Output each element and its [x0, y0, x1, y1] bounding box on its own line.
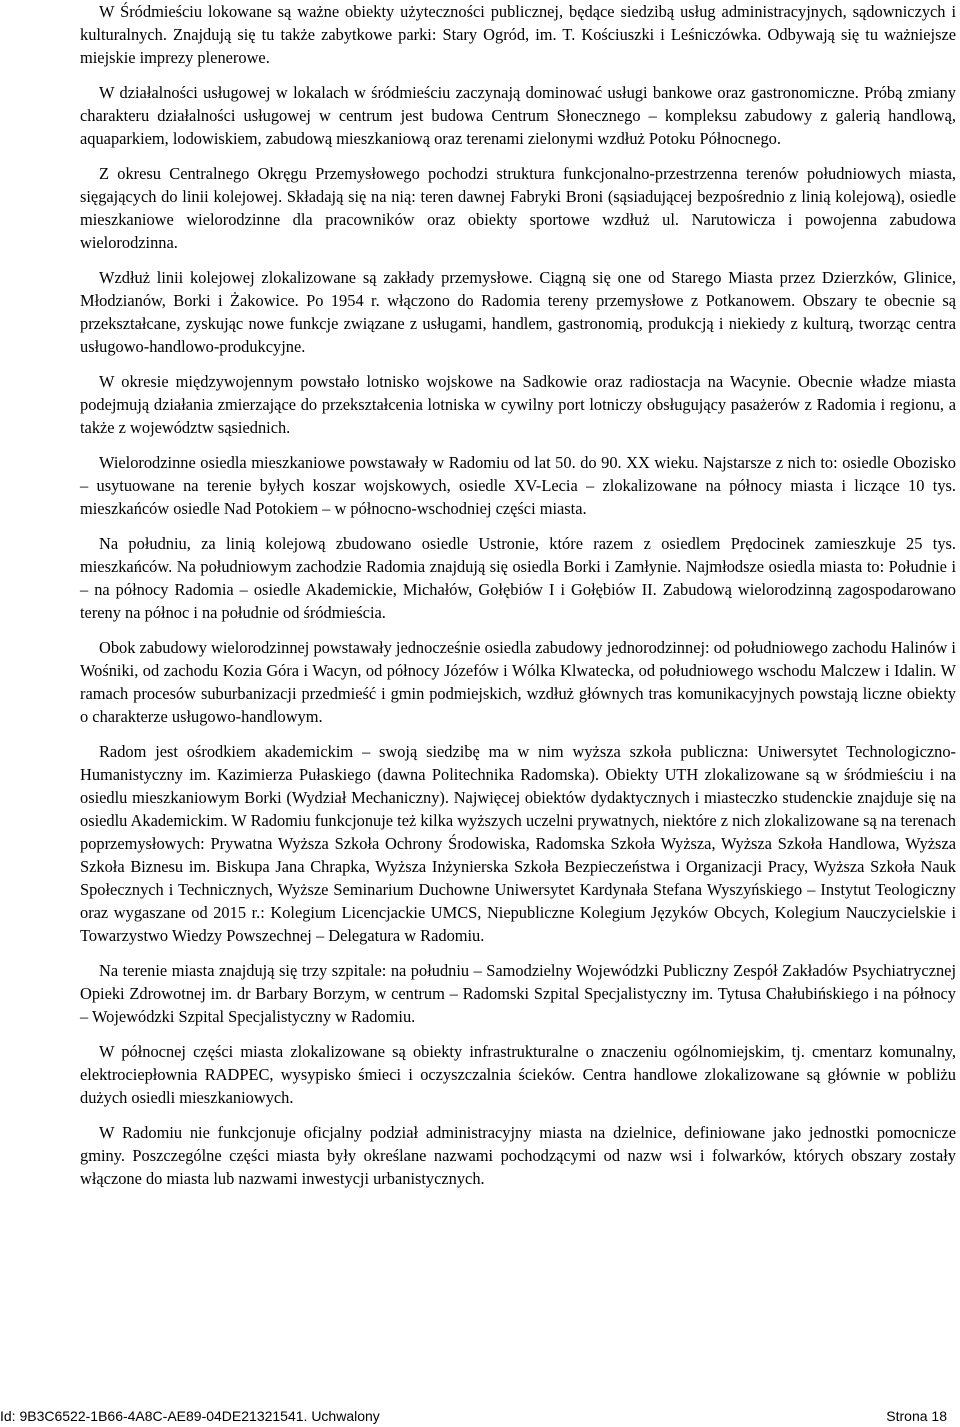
paragraph-cop: Z okresu Centralnego Okręgu Przemysłowego pochodzi struktura funkcjonalno-przestrzenna terenów południowych miasta, sięgających do linii kolejowej. Składają się na nią: teren dawnej Fabryki Broni (sąsiadującej bezpośrednio z linią kolejową), osiedle mieszkaniowe wielorodzinne dla pracowników oraz obiekty sportowe wzdłuż ul. Narutowicza i powojenna zabudowa wielorodzinna.: [80, 164, 956, 252]
paragraph-osiedla-jednorodzinne: Obok zabudowy wielorodzinnej powstawały jednocześnie osiedla zabudowy jednorodzinnej: od południowego zachodu Halinów i Wośniki, od zachodu Kozia Góra i Wacyn, od północy Józefów i Wólka Klwatecka, od południowego wschodu Malczew i Idalin. W ramach procesów suburbanizacji przedmieść i gmin podmiejskich, wzdłuż głównych tras komunikacyjnych powstają liczne obiekty o charakterze usługowo-handlowym.: [80, 638, 956, 726]
document-id: Id: 9B3C6522-1B66-4A8C-AE89-04DE21321541. Uchwalony: [0, 1408, 380, 1424]
paragraph-infrastruktura: W północnej części miasta zlokalizowane są obiekty infrastrukturalne o znaczeniu ogólnomiejskim, tj. cmentarz komunalny, elektrociepłownia RADPEC, wysypisko śmieci i oczyszczalnia ścieków. Centra handlowe zlokalizowane są głównie w pobliżu dużych osiedli mieszkaniowych.: [80, 1042, 956, 1107]
paragraph-uslugi: W działalności usługowej w lokalach w śródmieściu zaczynają dominować usługi bankowe oraz gastronomiczne. Próbą zmiany charakteru działalności usługowej w centrum jest budowa Centrum Słonecznego – kompleksu zabudowy z galerią handlową, aquaparkiem, lodowiskiem, zabudową mieszkaniową oraz terenami zielonymi wzdłuż Potoku Północnego.: [80, 83, 956, 148]
page-number: Strona 18: [886, 1408, 947, 1424]
paragraph-przemysl: Wzdłuż linii kolejowej zlokalizowane są zakłady przemysłowe. Ciągną się one od Starego Miasta przez Dzierzków, Glinice, Młodzianów, Borki i Żakowice. Po 1954 r. włączono do Radomia tereny przemysłowe z Potkanowem. Obszary te obecnie są przekształcane, zyskując nowe funkcje związane z usługami, handlem, gastronomią, produkcją i niekiedy z kulturą, tworząc centra usługowo-handlowo-produkcyjne.: [80, 268, 956, 356]
paragraph-osiedla-poludnie: Na południu, za linią kolejową zbudowano osiedle Ustronie, które razem z osiedlem Prędocinek zamieszkuje 25 tys. mieszkańców. Na południowym zachodzie Radomia znajdują się osiedla Borki i Zamłynie. Najmłodsze osiedla miasta to: Południe i – na północy Radomia – osiedle Akademickie, Michałów, Gołębiów I i Gołębiów II. Zabudową wielorodzinną zagospodarowano tereny na północ i na południe od śródmieścia.: [80, 534, 956, 622]
page-footer: [0, 1405, 960, 1427]
paragraph-lotnisko: W okresie międzywojennym powstało lotnisko wojskowe na Sadkowie oraz radiostacja na Wacynie. Obecnie władze miasta podejmują działania zmierzające do przekształcenia lotniska w cywilny port lotniczy obsługujący pasażerów z Radomia i regionu, a także z województw sąsiednich.: [80, 372, 956, 437]
paragraph-uczelnie: Radom jest ośrodkiem akademickim – swoją siedzibę ma w nim wyższa szkoła publiczna: Uniwersytet Technologiczno-Humanistyczny im. Kazimierza Pułaskiego (dawna Politechnika Radomska). Obiekty UTH zlokalizowane są w śródmieściu i na osiedlu mieszkaniowym Borki (Wydział Mechaniczny). Najwięcej obiektów dydaktycznych i miasteczko studenckie znajduje się na osiedlu Akademickim. W Radomiu funkcjonuje też kilka wyższych uczelni prywatnych, niektóre z nich zlokalizowane są na terenach poprzemysłowych: Prywatna Wyższa Szkoła Ochrony Środowiska, Radomska Szkoła Wyższa, Wyższa Szkoła Handlowa, Wyższa Szkoła Biznesu im. Biskupa Jana Chrapka, Wyższa Inżynierska Szkoła Bezpieczeństwa i Organizacji Pracy, Wyższa Szkoła Nauk Społecznych i Technicznych, Wyższe Seminarium Duchowne Uniwersytet Kardynała Stefana Wyszyńskiego – Instytut Teologiczny oraz wygaszane od 2015 r.: Kolegium Licencjackie UMCS, Niepubliczne Kolegium Języków Obcych, Kolegium Nauczycielskie i Towarzystwo Wiedzy Powszechnej – Delegatura w Radomiu.: [80, 742, 956, 945]
paragraph-srodmiescie: W Śródmieściu lokowane są ważne obiekty użyteczności publicznej, będące siedzibą usług administracyjnych, sądowniczych i kulturalnych. Znajdują się tu także zabytkowe parki: Stary Ogród, im. T. Kościuszki i Leśniczówka. Odbywają się tu ważniejsze miejskie imprezy plenerowe.: [80, 2, 956, 67]
paragraph-szpitale: Na terenie miasta znajdują się trzy szpitale: na południu – Samodzielny Wojewódzki Publiczny Zespół Zakładów Psychiatrycznej Opieki Zdrowotnej im. dr Barbary Borzym, w centrum – Radomski Szpital Specjalistyczny im. Tytusa Chałubińskiego i na północy – Wojewódzki Szpital Specjalistyczny w Radomiu.: [80, 961, 956, 1026]
paragraph-podzial: W Radomiu nie funkcjonuje oficjalny podział administracyjny miasta na dzielnice, definiowane jako jednostki pomocnicze gminy. Poszczególne części miasta były określane nazwami pochodzącymi od nazw wsi i folwarków, których obszary zostały włączone do miasta lub nazwami inwestycji urbanistycznych.: [80, 1123, 956, 1188]
document-body: [80, 0, 956, 1202]
paragraph-osiedla-wielorodzinne: Wielorodzinne osiedla mieszkaniowe powstawały w Radomiu od lat 50. do 90. XX wieku. Najstarsze z nich to: osiedle Obozisko – usytuowane na terenie byłych koszar wojskowych, osiedle XV-Lecia – zlokalizowane na północy miasta i liczące 10 tys. mieszkańców osiedle Nad Potokiem – w północno-wschodniej części miasta.: [80, 453, 956, 518]
